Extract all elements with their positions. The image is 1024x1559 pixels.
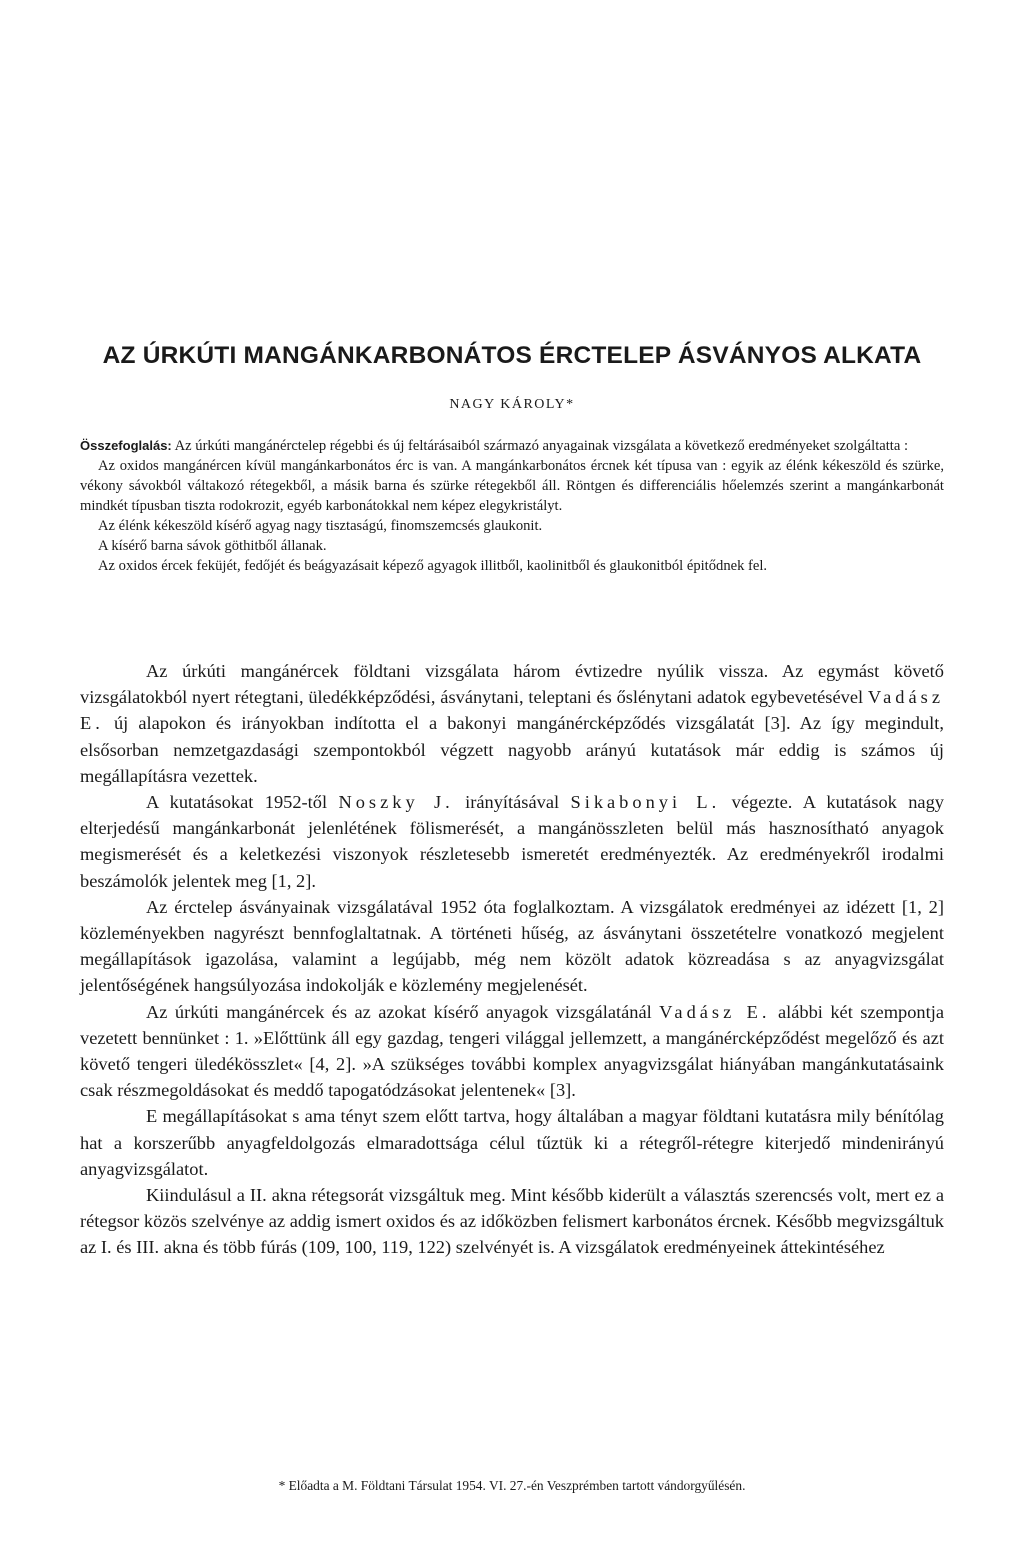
abstract	[80, 436, 944, 576]
body-text-run: alábbi két szempontja vezetett bennünket : 1. »Előttünk áll egy gazdag, tengeri világgal jellemzett, a mangánércképződést megelőző és azt követő tengeri üledékösszlet« [4, 2]. »A szükséges további komplex anyagvizsgálat hiányában mangánkutatásaink csak részmegoldásokat és meddő tapogatódzásokat jelentenek« [3].	[80, 1001, 944, 1101]
body-text-run: Az úrkúti mangánércek és az azokat kísérő anyagok vizsgálatánál	[146, 1001, 652, 1022]
body-text-run: A kutatásokat 1952-től	[146, 792, 328, 813]
abstract-paragraph: A kísérő barna sávok göthitből állanak.	[98, 538, 327, 554]
body-text-run: irányításával	[465, 792, 560, 813]
abstract-paragraph: Az élénk kékeszöld kísérő agyag nagy tisztaságú, finomszemcsés glaukonit.	[98, 518, 543, 534]
body-text-run: végezte. A kutatások nagy elterjedésű mangánkarbonát jelenlétének fölismerését, a mangánösszleten belül más hasznosítható anyagok megismerését és a keletkezési viszonyok részletesebb ismeretét eredményezték. Az eredményekről irodalmi beszámolók jelentek meg [1, 2].	[80, 792, 944, 891]
body-paragraph	[80, 789, 944, 894]
body-text-run: új alapokon és irányokban indította el a bakonyi mangánércképződés vizsgálatát [3]. Az így megindult, elsősorban nemzetgazdasági szempontokból végzett nagyobb arányú kutatások már eddig is számos új megállapításra vezettek.	[80, 713, 944, 786]
body-paragraph	[80, 658, 944, 789]
abstract-label: Összefoglalás:	[80, 438, 172, 453]
body-text-run: Az úrkúti mangánércek földtani vizsgálata három évtizedre nyúlik vissza. Az egymást követő vizsgálatokból nyert rétegtani, üledékképződési, ásványtani, teleptani és őslénytani adatok egybevetésével	[80, 661, 944, 708]
body-text	[80, 658, 944, 1261]
abstract-paragraph: Az oxidos ércek feküjét, fedőjét és beágyazásait képező agyagok illitből, kaolinitből és glaukonitból épitődnek fel.	[98, 558, 768, 574]
abstract-paragraph	[80, 436, 944, 456]
author-name: NAGY KÁROLY*	[449, 397, 575, 412]
body-paragraph	[80, 999, 944, 1104]
author-reference: Noszky J.	[338, 792, 454, 813]
abstract-paragraph: Az oxidos mangánércen kívül mangánkarbonátos érc is van. A mangánkarbonátos ércnek két típusa van : egyik az élénk kékeszöld és szürke, vékony sávokból váltakozó rétegekből, a másik barna és szürke rétegekből áll. Röntgen és differenciális hőelemzés szerint a mangánkarbonát mindkét típusban tiszta rodokrozit, egyéb karbonátokkal nem képez elegykristályt.	[80, 458, 944, 514]
author-reference: Vadász E.	[80, 687, 944, 734]
author-reference: Vadász E.	[659, 1001, 771, 1022]
body-paragraph: Kiindulásul a II. akna rétegsorát vizsgáltuk meg. Mint később kiderült a választás szerencsés volt, mert ez a rétegsor közös szelvénye az addig ismert oxidos és az időközben felismert karbonátos ércnek. Később megvizsgáltuk az I. és III. akna és több fúrás (109, 100, 119, 122) szelvényét is. A vizsgálatok eredményeinek áttekintéséhez	[80, 1185, 944, 1258]
author-reference: Sikabonyi L.	[570, 792, 721, 813]
article-title: AZ ÚRKÚTI MANGÁNKARBONÁTOS ÉRCTELEP ÁSVÁNYOS ALKATA	[102, 342, 922, 369]
body-paragraph: E megállapításokat s ama tényt szem előtt tartva, hogy általában a magyar földtani kutatásra mily bénítólag hat a korszerűbb anyagfeldolgozás elmaradottsága célul tűztük ki a rétegről-rétegre kiterjedő mindenirányú anyagvizsgálatot.	[80, 1106, 944, 1179]
footnote: * Előadta a M. Földtani Társulat 1954. VI. 27.-én Veszprémben tartott vándorgyűlésén.	[278, 1478, 746, 1493]
body-paragraph: Az érctelep ásványainak vizsgálatával 1952 óta foglalkoztam. A vizsgálatok eredményei az idézett [1, 2] közleményekben nagyrészt bennfoglaltatnak. A történeti hűség, az ásványtani összetételre vonatkozó megjelent megállapítások igazolása, valamint a legújabb, még nem közölt adatok közreadása s az anyagvizsgálat jelentőségének hangsúlyozása indokolják e közlemény megjelenését.	[80, 896, 944, 996]
abstract-text: Az úrkúti mangánérctelep régebbi és új feltárásaiból származó anyagainak vizsgálata a következő eredményeket szolgáltatta :	[174, 438, 909, 454]
